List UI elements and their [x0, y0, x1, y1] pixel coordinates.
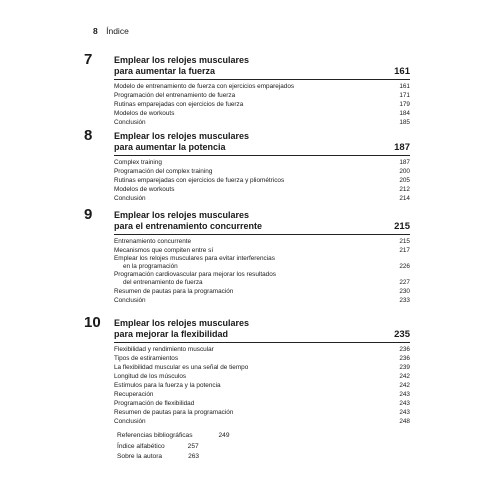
entry-page: 214 [399, 194, 410, 202]
chapter-divider [114, 342, 410, 343]
entry-title: Resumen de pautas para la programación [114, 408, 234, 416]
entry-title-line1: Programación cardiovascular para mejorar los resultados [114, 270, 276, 278]
chapter-title-line2: para el entrenamiento concurrente [114, 221, 263, 231]
toc-entry [114, 185, 410, 194]
entry-page: 212 [399, 185, 410, 193]
toc-entry [114, 255, 410, 271]
entry-title: Recuperación [114, 390, 154, 398]
entry-page: 187 [399, 158, 410, 166]
entry-title: Longitud de los músculos [114, 372, 187, 380]
entry-page: 217 [399, 246, 410, 254]
chapter-number: 10 [84, 314, 101, 331]
chapter-page: 187 [394, 141, 410, 153]
chapter-page: 235 [394, 328, 410, 340]
entry-title: Mecanismos que compiten entre sí [114, 246, 214, 254]
chapter-title-line1: Emplear los relojes musculares [114, 318, 250, 328]
chapter-page: 161 [394, 65, 410, 77]
entry-page: 230 [399, 288, 410, 296]
toc-entry [114, 296, 410, 305]
entry-page: 242 [399, 381, 410, 389]
entry-page: 205 [399, 176, 410, 184]
toc-entry [114, 271, 410, 287]
entry-title: La flexibilidad muscular es una señal de tiempo [114, 363, 249, 371]
toc-entry [114, 82, 410, 91]
toc-entry [114, 109, 410, 118]
entry-title: Flexibilidad y rendimiento muscular [114, 345, 214, 353]
back-matter-page: 257 [187, 442, 199, 450]
back-matter-page: 263 [188, 453, 200, 460]
toc-entry [114, 408, 410, 417]
toc-entry [114, 345, 410, 354]
chapter-10 [84, 314, 410, 426]
chapter-title-line2: para mejorar la flexibilidad [114, 329, 229, 339]
chapter-page: 215 [394, 220, 410, 232]
back-matter-entry [117, 431, 230, 442]
back-matter-title: Sobre la autora [117, 453, 163, 460]
entry-title: Conclusión [114, 417, 146, 425]
chapter-number: 8 [84, 127, 93, 144]
entry-page: 243 [399, 408, 410, 416]
chapter-title-line1: Emplear los relojes musculares [114, 55, 250, 65]
entry-page: 236 [399, 345, 410, 353]
entry-title: Entrenamiento concurrente [114, 237, 192, 245]
chapter-title-line2: para aumentar la fuerza [114, 66, 216, 76]
entry-page: 243 [399, 399, 410, 407]
entry-title [114, 255, 275, 271]
entry-page: 171 [399, 91, 410, 99]
entry-title: Conclusión [114, 194, 146, 202]
toc-entry [114, 91, 410, 100]
toc-entry [114, 354, 410, 363]
back-matter-title: Índice alfabético [117, 442, 165, 450]
entry-title: Modelos de workouts [114, 109, 175, 117]
toc-entry [114, 167, 410, 176]
chapter-7 [84, 51, 410, 127]
entry-page: 239 [399, 363, 410, 371]
entry-page: 236 [399, 354, 410, 362]
back-matter [117, 431, 230, 463]
entry-title: Programación del complex training [114, 167, 213, 175]
toc-entry [114, 381, 410, 390]
chapter-divider [114, 155, 410, 156]
entry-title: Resumen de pautas para la programación [114, 288, 234, 296]
chapter-title-line1: Emplear los relojes musculares [114, 210, 250, 220]
toc-entry [114, 372, 410, 381]
back-matter-entry [117, 442, 230, 453]
entry-page: 233 [399, 297, 410, 305]
toc-entry [114, 399, 410, 408]
entry-page: 243 [399, 390, 410, 398]
entry-title [114, 271, 276, 287]
toc-entry [114, 390, 410, 399]
entry-page: 179 [399, 100, 410, 108]
toc-entry [114, 158, 410, 167]
entry-page: 200 [399, 167, 410, 175]
toc-page [70, 18, 440, 478]
entry-title: Estímulos para la fuerza y la potencia [114, 381, 221, 389]
header-page-number: 8 [93, 26, 98, 36]
entry-title: Conclusión [114, 118, 146, 126]
chapter-9 [84, 206, 410, 305]
chapter-title-line1: Emplear los relojes musculares [114, 131, 250, 141]
entry-title: Programación del entrenamiento de fuerza [114, 91, 236, 99]
chapter-title-line2: para aumentar la potencia [114, 142, 226, 152]
entry-title: Conclusión [114, 297, 146, 305]
toc-entry [114, 100, 410, 109]
chapter-8 [84, 127, 410, 203]
chapter-divider [114, 234, 410, 235]
entry-title-line1: Emplear los relojes musculares para evitar interferencias [114, 254, 275, 262]
entry-title: Modelo de entrenamiento de fuerza con ejercicios emparejados [114, 82, 295, 90]
entry-page: 215 [399, 237, 410, 245]
chapter-number: 7 [84, 51, 93, 68]
entry-title: Complex training [114, 158, 162, 166]
toc-entry [114, 118, 410, 127]
entry-page: 184 [399, 109, 410, 117]
toc-entry [114, 287, 410, 296]
entry-page: 227 [399, 279, 410, 287]
entry-page: 226 [399, 262, 410, 270]
entry-title-line2: en la programación [123, 262, 178, 270]
toc-entry [114, 246, 410, 255]
page-header [93, 26, 129, 36]
entry-title-line2: del entrenamiento de fuerza [123, 279, 203, 287]
toc-entry [114, 176, 410, 185]
entry-page: 242 [399, 372, 410, 380]
back-matter-entry [117, 452, 230, 463]
entry-page: 161 [399, 82, 410, 90]
entry-title: Rutinas emparejadas con ejercicios de fuerza y pliométricos [114, 176, 285, 184]
entry-title: Rutinas emparejadas con ejercicios de fuerza [114, 100, 244, 108]
header-title: Índice [106, 26, 129, 36]
toc-entry [114, 363, 410, 372]
chapter-divider [114, 79, 410, 80]
toc-entry [114, 194, 410, 203]
back-matter-page: 249 [218, 432, 230, 439]
entry-page: 185 [399, 118, 410, 126]
toc-entry [114, 417, 410, 426]
back-matter-title: Referencias bibliográficas [117, 432, 193, 439]
entry-title: Tipos de estiramientos [114, 354, 179, 362]
entry-title: Modelos de workouts [114, 185, 175, 193]
toc-entry [114, 237, 410, 246]
chapter-number: 9 [84, 206, 93, 223]
entry-title: Programación de flexibilidad [114, 399, 195, 407]
entry-page: 248 [399, 417, 410, 425]
